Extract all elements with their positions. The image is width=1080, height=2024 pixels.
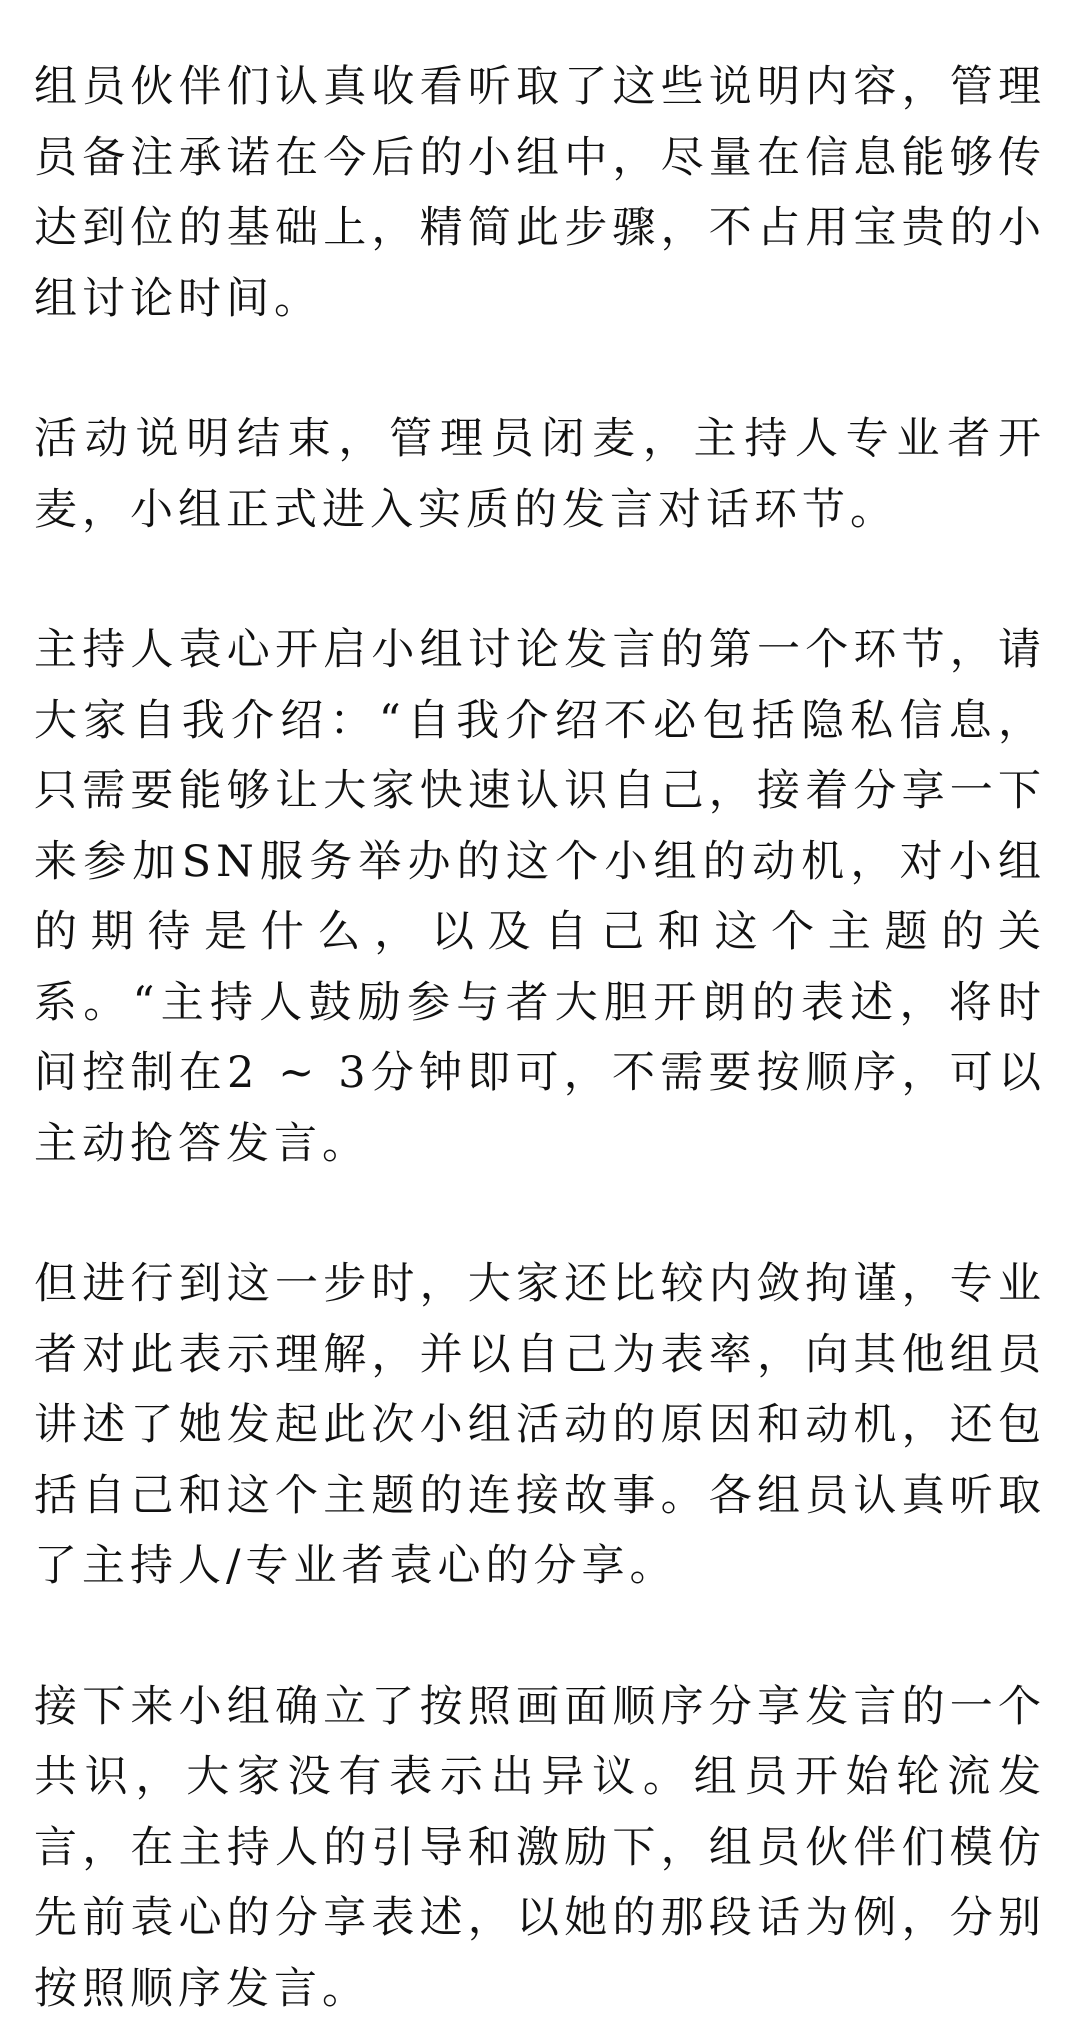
paragraph-self-introduction: 主持人袁心开启小组讨论发言的第一个环节，请大家自我介绍：“自我介绍不必包括隐私信息，只需要能够让大家快速认识自己，接着分享一下来参加SN服务举办的这个小组的动机，对小组的期待是什么，以及自己和这个主题的关系。“主持人鼓励参与者大胆开朗的表述，将时间控制在2 ~ 3分钟即可，不需要按顺序，可以主动抢答发言。 — [34, 615, 1046, 1179]
article-body — [34, 52, 1046, 2024]
paragraph-turn-taking: 接下来小组确立了按照画面顺序分享发言的一个共识，大家没有表示出异议。组员开始轮流发言，在主持人的引导和激励下，组员伙伴们模仿先前袁心的分享表述，以她的那段话为例，分别按照顺序发言。 — [34, 1672, 1046, 2024]
paragraph-feedback: 组员伙伴们认真收看听取了这些说明内容，管理员备注承诺在今后的小组中，尽量在信息能够传达到位的基础上，精简此步骤，不占用宝贵的小组讨论时间。 — [34, 52, 1046, 334]
paragraph-activity-end: 活动说明结束，管理员闭麦，主持人专业者开麦，小组正式进入实质的发言对话环节。 — [34, 404, 1046, 545]
paragraph-host-sharing: 但进行到这一步时，大家还比较内敛拘谨，专业者对此表示理解，并以自己为表率，向其他组员讲述了她发起此次小组活动的原因和动机，还包括自己和这个主题的连接故事。各组员认真听取了主持人/专业者袁心的分享。 — [34, 1249, 1046, 1602]
